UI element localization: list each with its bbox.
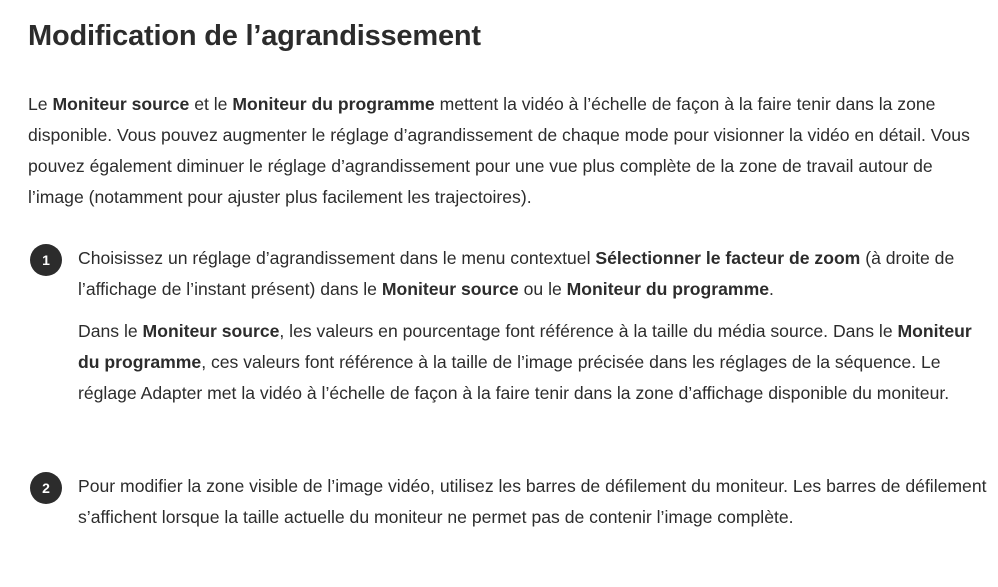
bold-term: Sélectionner le facteur de zoom xyxy=(595,248,861,268)
step-body xyxy=(78,471,988,533)
bold-term: Moniteur du programme xyxy=(566,279,769,299)
bold-term: Moniteur source xyxy=(142,321,280,341)
step-paragraph xyxy=(78,316,988,409)
text: Choisissez un réglage d’agrandissement dans le menu contextuel xyxy=(78,248,596,268)
step-paragraph xyxy=(78,471,988,533)
text: ou le xyxy=(518,279,567,299)
step-paragraph xyxy=(78,243,988,305)
text: mettent la vidéo à l’échelle de façon à la faire tenir dans la zone disponible. Vous pouvez augmenter le réglage d’agrandissement de chaque mode pour visionner la vidéo en détail. Vous pouvez également diminuer le réglage d’agrandissement pour une vue plus complète de la zone de travail autour de l’image (notamment pour ajuster plus facilement les trajectoires). xyxy=(28,94,970,207)
bold-term: Moniteur source xyxy=(381,279,519,299)
text: (à droite de l’affichage de l’instant présent) dans le xyxy=(78,248,955,299)
step-number-badge: 2 xyxy=(30,472,62,504)
text: et le xyxy=(189,94,233,114)
step-body xyxy=(78,243,988,409)
step-number-badge: 1 xyxy=(30,244,62,276)
bold-term: Moniteur du programme xyxy=(232,94,435,114)
text: , les valeurs en pourcentage font référence à la taille du média source. Dans le xyxy=(279,321,898,341)
text: Pour modifier la zone visible de l’image vidéo, utilisez les barres de défilement du moniteur. Les barres de défilement s’affichent lorsque la taille actuelle du moniteur ne permet pas de contenir l’image complète. xyxy=(78,476,987,527)
text: . xyxy=(769,279,774,299)
bold-term: Moniteur source xyxy=(52,94,190,114)
bold-term: Moniteur du programme xyxy=(78,321,972,372)
text: Dans le xyxy=(78,321,143,341)
intro-paragraph xyxy=(28,89,986,213)
text: , ces valeurs font référence à la taille de l’image précisée dans les réglages de la séquence. Le réglage Adapter met la vidéo à l’échelle de façon à la faire tenir dans la zone d’affichage disponible du moniteur. xyxy=(78,352,950,403)
section-heading: Modification de l’agrandissement xyxy=(28,20,481,52)
text: Le xyxy=(28,94,53,114)
